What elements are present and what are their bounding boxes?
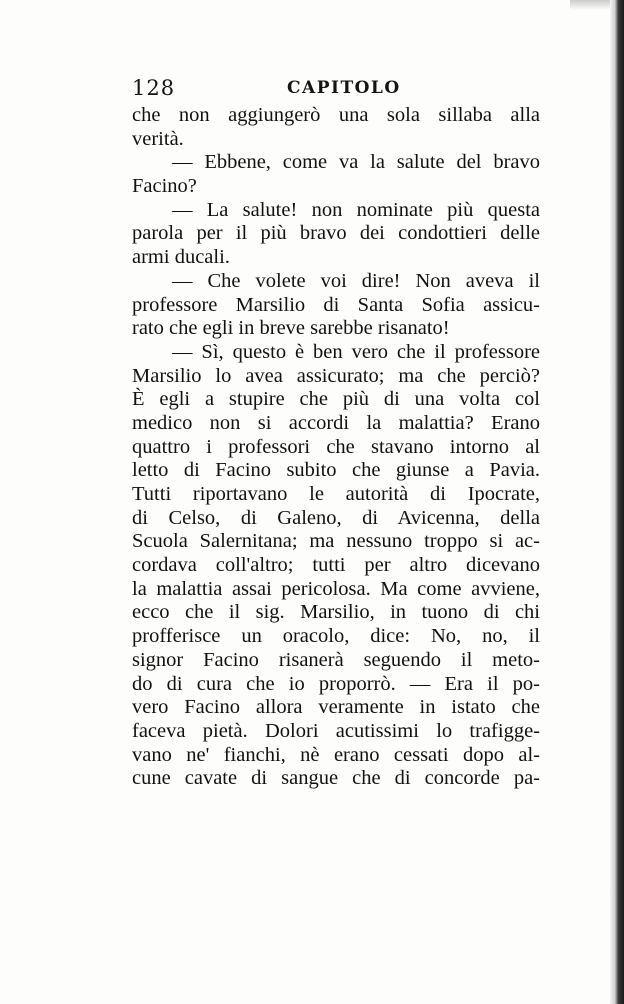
text-line: — La salute! non nominate più questa bbox=[172, 198, 540, 221]
text-line: Tutti riportavano le autorità di Ipocrate, bbox=[132, 483, 540, 505]
text-line: la malattia assai pericolosa. Ma come avviene, bbox=[132, 577, 540, 600]
page-number: 128 bbox=[132, 76, 176, 100]
text-line: professore Marsilio di Santa Sofia assicu- bbox=[132, 293, 540, 316]
text-line: ecco che il sig. Marsilio, in tuono di chi bbox=[132, 601, 540, 624]
text-line: — Ebbene, come va la salute del bravo bbox=[172, 151, 540, 174]
text-line: letto di Facino subito che giunse a Pavia. bbox=[132, 459, 540, 482]
text-line: cune cavate di sangue che di concorde pa- bbox=[132, 767, 540, 790]
text-line: medico non si accordi la malattia? Erano bbox=[132, 411, 540, 434]
text-line: — Che volete voi dire! Non aveva il bbox=[172, 269, 540, 292]
text-line: Scuola Salernitana; ma nessuno troppo si ac- bbox=[132, 530, 540, 553]
text-line: cordava coll'altro; tutti per altro dicevano bbox=[132, 554, 540, 577]
text-line: vero Facino allora veramente in istato che bbox=[132, 696, 540, 719]
page-header bbox=[132, 76, 542, 102]
text-line: armi ducali. bbox=[132, 246, 230, 269]
text-line: Facino? bbox=[132, 175, 197, 198]
text-line: faceva pietà. Dolori acutissimi lo trafigge- bbox=[132, 719, 540, 742]
text-line: È egli a stupire che più di una volta col bbox=[132, 388, 540, 411]
text-line: verità. bbox=[132, 127, 184, 150]
text-line: che non aggiungerò una sola sillaba alla bbox=[132, 104, 540, 126]
text-line: quattro i professori che stavano intorno al bbox=[132, 435, 540, 458]
text-line: profferisce un oracolo, dice: No, no, il bbox=[132, 625, 540, 648]
body-text bbox=[132, 104, 540, 791]
text-line: parola per il più bravo dei condottieri delle bbox=[132, 222, 540, 245]
text-line: Marsilio lo avea assicurato; ma che perciò? bbox=[132, 364, 540, 387]
text-line: signor Facino risanerà seguendo il meto- bbox=[132, 648, 540, 671]
page-edge-shadow bbox=[610, 0, 624, 1004]
text-line: vano ne' fianchi, nè erano cessati dopo al- bbox=[132, 743, 540, 766]
text-line: rato che egli in breve sarebbe risanato! bbox=[132, 317, 450, 340]
page-corner-shadow bbox=[570, 0, 610, 10]
text-line: di Celso, di Galeno, di Avicenna, della bbox=[132, 506, 540, 529]
text-line: — Sì, questo è ben vero che il professore bbox=[172, 340, 540, 363]
running-title: CAPITOLO bbox=[287, 78, 401, 98]
text-line: do di cura che io proporrò. — Era il po- bbox=[132, 672, 540, 695]
